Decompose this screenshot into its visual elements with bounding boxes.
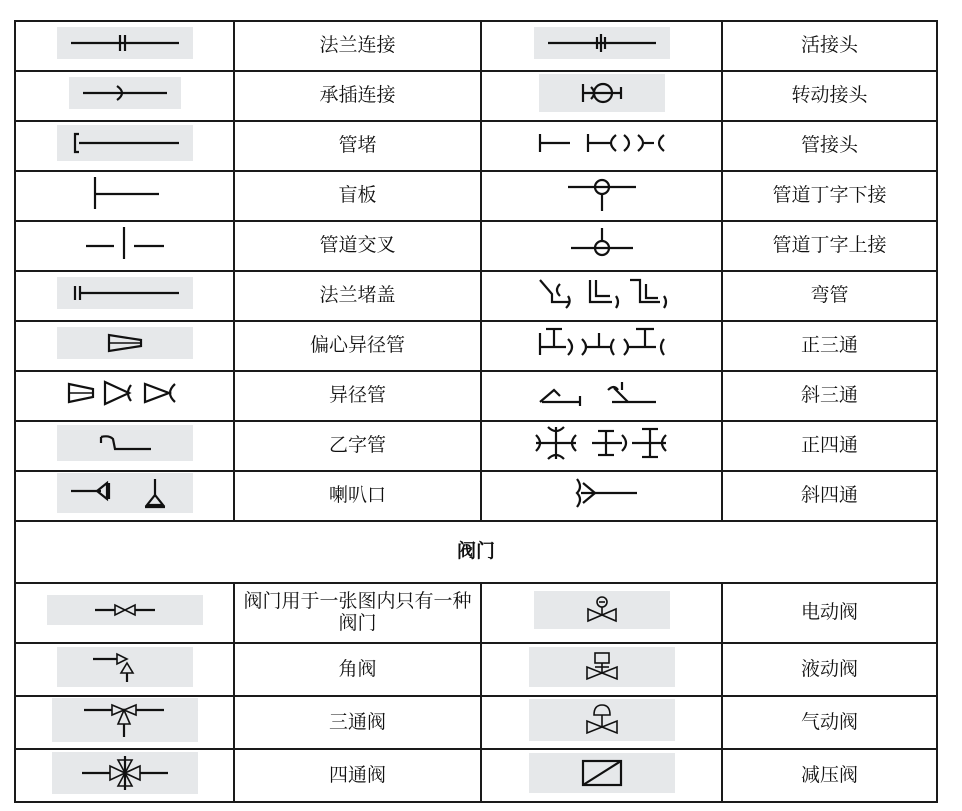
symbol-cell (15, 749, 234, 802)
section-title: 阀门 (15, 521, 937, 583)
symbol-label: 角阀 (234, 643, 481, 696)
table-row (15, 371, 937, 421)
table-row (15, 221, 937, 271)
symbol-cell (15, 271, 234, 321)
symbol-label: 乙字管 (234, 421, 481, 471)
symbol-cell (481, 271, 722, 321)
symbol-label: 四通阀 (234, 749, 481, 802)
symbol-label: 管道交叉 (234, 221, 481, 271)
symbol-label: 异径管 (234, 371, 481, 421)
table-row (15, 696, 937, 749)
symbol-label: 转动接头 (722, 71, 937, 121)
eccentric-reducer-icon (65, 331, 185, 355)
symbol-label: 管接头 (722, 121, 937, 171)
symbol-cell (15, 71, 234, 121)
symbol-cell (481, 71, 722, 121)
symbol-label: 偏心异径管 (234, 321, 481, 371)
symbol-cell (481, 21, 722, 71)
symbol-cell (481, 421, 722, 471)
symbol-label: 管堵 (234, 121, 481, 171)
symbol-label: 电动阀 (722, 583, 937, 643)
three-way-valve-icon (60, 702, 190, 738)
union-joint-icon (542, 31, 662, 55)
straight-tee-icon (532, 323, 672, 363)
reducer-icon (65, 378, 185, 408)
table-row (15, 321, 937, 371)
symbol-cell (481, 171, 722, 221)
symbol-label: 承插连接 (234, 71, 481, 121)
oblique-cross-icon (547, 473, 657, 513)
symbol-cell (15, 421, 234, 471)
table-row (15, 471, 937, 521)
symbol-cell (481, 471, 722, 521)
symbol-cell (15, 121, 234, 171)
symbol-label: 管道丁字上接 (722, 221, 937, 271)
pneumatic-valve-icon (537, 703, 667, 737)
symbol-cell (15, 643, 234, 696)
angle-valve-icon (65, 651, 185, 683)
flange-cap-icon (65, 281, 185, 305)
symbol-cell (15, 583, 234, 643)
table-row (15, 749, 937, 802)
symbol-label: 法兰堵盖 (234, 271, 481, 321)
table-row (15, 583, 937, 643)
pipe-plug-icon (65, 129, 185, 157)
symbol-label: 正四通 (722, 421, 937, 471)
symbol-label: 管道丁字下接 (722, 171, 937, 221)
symbol-cell (15, 21, 234, 71)
symbol-label: 三通阀 (234, 696, 481, 749)
symbol-cell (481, 221, 722, 271)
pressure-reducing-valve-icon (537, 757, 667, 789)
flange-connection-icon (65, 31, 185, 55)
symbol-legend-table (14, 20, 938, 803)
symbol-label: 法兰连接 (234, 21, 481, 71)
rotary-joint-icon (547, 78, 657, 108)
four-way-valve-icon (60, 756, 190, 790)
symbol-label: 弯管 (722, 271, 937, 321)
symbol-label: 活接头 (722, 21, 937, 71)
symbol-cell (15, 171, 234, 221)
table-row (15, 71, 937, 121)
symbol-label: 气动阀 (722, 696, 937, 749)
tee-down-icon (562, 173, 642, 213)
symbol-cell (15, 321, 234, 371)
symbol-cell (15, 371, 234, 421)
symbol-cell (481, 696, 722, 749)
symbol-cell (15, 696, 234, 749)
table-row (15, 421, 937, 471)
generic-valve-icon (55, 599, 195, 621)
socket-connection-icon (77, 81, 173, 105)
symbol-cell (481, 643, 722, 696)
table-row (15, 171, 937, 221)
symbol-label: 液动阀 (722, 643, 937, 696)
symbol-label: 喇叭口 (234, 471, 481, 521)
oblique-tee-icon (532, 376, 672, 410)
bell-mouth-icon (65, 477, 185, 509)
tee-up-icon (567, 224, 637, 262)
section-header-row (15, 521, 937, 583)
pipe-fitting-icon (532, 128, 672, 158)
symbol-label: 正三通 (722, 321, 937, 371)
symbol-cell (481, 321, 722, 371)
straight-cross-icon (532, 423, 672, 463)
symbol-label: 斜四通 (722, 471, 937, 521)
table-row (15, 643, 937, 696)
symbol-cell (15, 471, 234, 521)
symbol-label: 减压阀 (722, 749, 937, 802)
symbol-cell (481, 583, 722, 643)
blind-plate-icon (85, 174, 165, 212)
symbol-label: 斜三通 (722, 371, 937, 421)
table-row (15, 121, 937, 171)
symbol-label: 阀门用于一张图内只有一种阀门 (234, 583, 481, 643)
pipe-crossing-icon (80, 224, 170, 262)
symbol-label: 盲板 (234, 171, 481, 221)
hydraulic-valve-icon (537, 651, 667, 683)
symbol-cell (481, 121, 722, 171)
electric-valve-icon (542, 595, 662, 625)
symbol-cell (481, 371, 722, 421)
table-row (15, 271, 937, 321)
table-row (15, 21, 937, 71)
symbol-cell (481, 749, 722, 802)
symbol-cell (15, 221, 234, 271)
elbow-icon (532, 276, 672, 310)
offset-pipe-icon (65, 429, 185, 457)
